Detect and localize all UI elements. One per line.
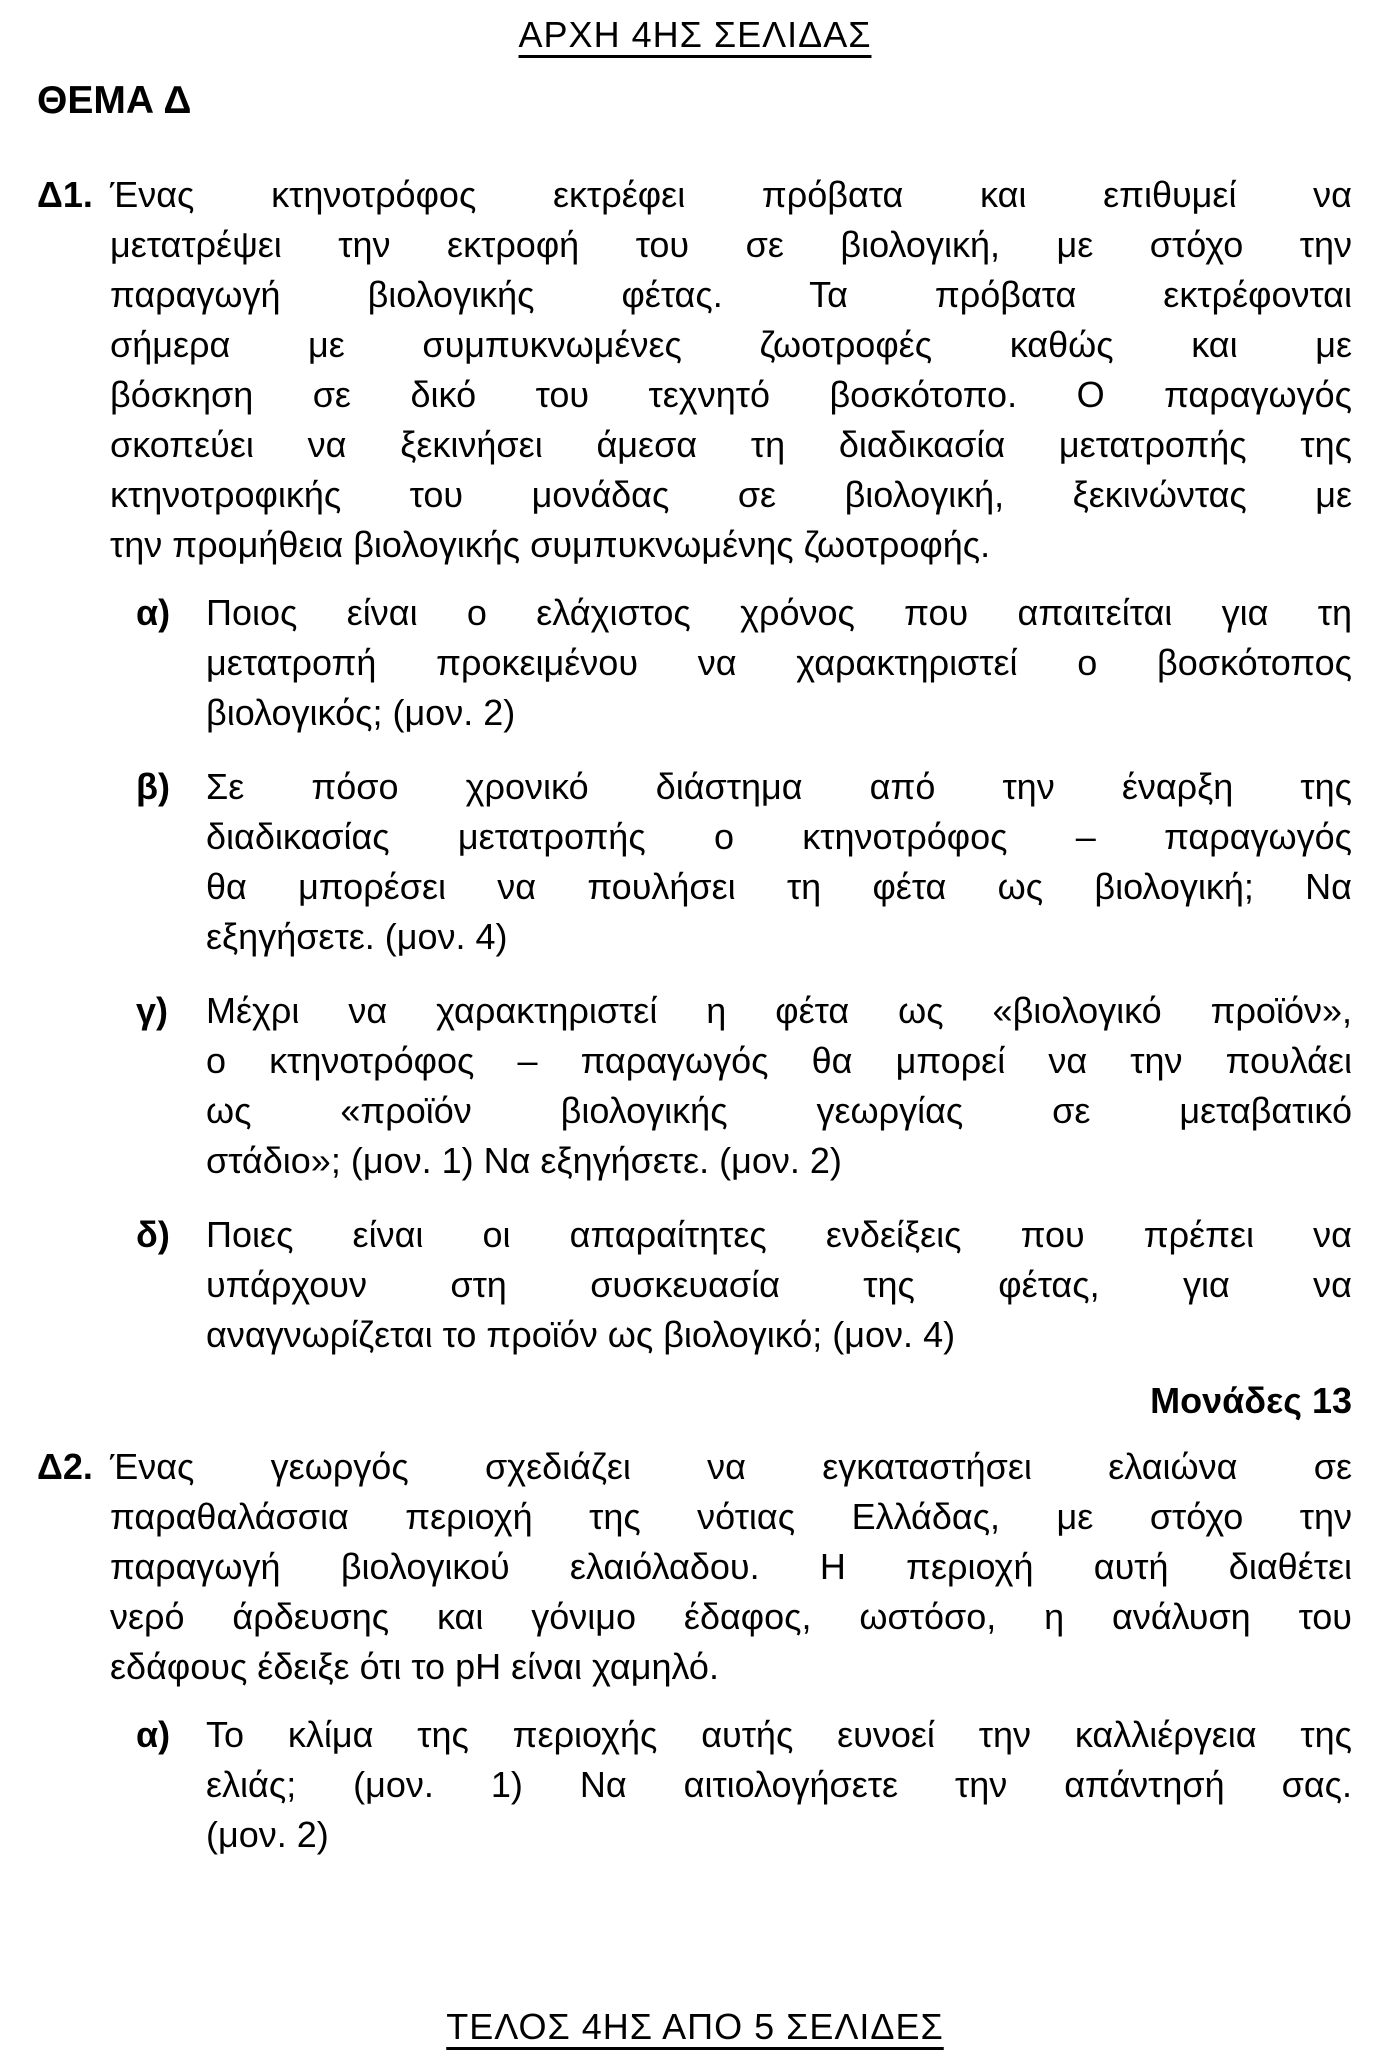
- text-line: ο κτηνοτρόφος – παραγωγός θα μπορεί να την πουλάει: [206, 1040, 1352, 1081]
- text-line: εδάφους έδειξε ότι το pH είναι χαμηλό.: [110, 1646, 719, 1687]
- text-line: παραγωγή βιολογικής φέτας. Τα πρόβατα εκτρέφονται: [110, 274, 1352, 315]
- text-line: μετατρέψει την εκτροφή του σε βιολογική, με στόχο την: [110, 224, 1352, 265]
- question-text: [110, 1442, 1352, 1692]
- page-footer-text: ΤΕΛΟΣ 4ΗΣ ΑΠΟ 5 ΣΕΛΙΔΕΣ: [446, 2006, 944, 2047]
- question-label: Δ1.: [37, 174, 93, 215]
- subquestion-block: [0, 1210, 1390, 1360]
- text-line: νερό άρδευσης και γόνιμο έδαφος, ωστόσο, η ανάλυση του: [110, 1596, 1352, 1637]
- theme-title: ΘΕΜΑ Δ: [37, 79, 192, 122]
- text-line: ως «προϊόν βιολογικής γεωργίας σε μεταβατικό: [206, 1090, 1352, 1131]
- text-line: την προμήθεια βιολογικής συμπυκνωμένης ζωοτροφής.: [110, 524, 991, 565]
- text-line: διαδικασίας μετατροπής ο κτηνοτρόφος – παραγωγός: [206, 816, 1352, 857]
- text-line: στάδιο»; (μον. 1) Να εξηγήσετε. (μον. 2): [206, 1140, 842, 1181]
- text-line: μετατροπή προκειμένου να χαρακτηριστεί ο βοσκότοπος: [206, 642, 1352, 683]
- text-line: (μον. 2): [206, 1814, 329, 1855]
- question-text: [110, 170, 1352, 570]
- subquestion-block: [0, 762, 1390, 962]
- text-line: Ένας γεωργός σχεδιάζει να εγκαταστήσει ελαιώνα σε: [110, 1446, 1352, 1487]
- question-label: β): [136, 766, 170, 807]
- text-line: σκοπεύει να ξεκινήσει άμεσα τη διαδικασία μετατροπής της: [110, 424, 1352, 465]
- text-line: παραθαλάσσια περιοχή της νότιας Ελλάδας, με στόχο την: [110, 1496, 1352, 1537]
- points-total: Μονάδες 13: [1150, 1380, 1352, 1421]
- text-line: υπάρχουν στη συσκευασία της φέτας, για να: [206, 1264, 1352, 1305]
- question-label: α): [136, 1714, 171, 1755]
- text-line: Ένας κτηνοτρόφος εκτρέφει πρόβατα και επιθυμεί να: [110, 174, 1352, 215]
- text-line: σήμερα με συμπυκνωμένες ζωοτροφές καθώς και με: [110, 324, 1352, 365]
- question-label: α): [136, 592, 171, 633]
- page-header: [0, 10, 1390, 60]
- subquestion-block: [0, 1710, 1390, 1860]
- text-line: Ποιες είναι οι απαραίτητες ενδείξεις που πρέπει να: [206, 1214, 1352, 1255]
- text-line: βιολογικός; (μον. 2): [206, 692, 516, 733]
- question-text: [206, 588, 1352, 738]
- text-line: αναγνωρίζεται το προϊόν ως βιολογικό; (μον. 4): [206, 1314, 956, 1355]
- question-label: Δ2.: [37, 1446, 93, 1487]
- text-line: παραγωγή βιολογικού ελαιόλαδου. Η περιοχή αυτή διαθέτει: [110, 1546, 1352, 1587]
- text-line: εξηγήσετε. (μον. 4): [206, 916, 508, 957]
- questions: [0, 170, 1390, 1884]
- question-text: [206, 1710, 1352, 1860]
- question-text: [206, 762, 1352, 962]
- subquestion-block: [0, 588, 1390, 738]
- text-line: θα μπορέσει να πουλήσει τη φέτα ως βιολογική; Να: [206, 866, 1352, 907]
- page-footer: [0, 2002, 1390, 2052]
- page-header-text: ΑΡΧΗ 4ΗΣ ΣΕΛΙΔΑΣ: [518, 14, 872, 55]
- question-text: [206, 1210, 1352, 1360]
- text-line: κτηνοτροφικής του μονάδας σε βιολογική, ξεκινώντας με: [110, 474, 1352, 515]
- text-line: ελιάς; (μον. 1) Να αιτιολογήσετε την απάντησή σας.: [206, 1764, 1352, 1805]
- question-text: [206, 986, 1352, 1186]
- question-label: δ): [136, 1214, 170, 1255]
- text-line: βόσκηση σε δικό του τεχνητό βοσκότοπο. Ο παραγωγός: [110, 374, 1352, 415]
- question-block: [0, 1442, 1390, 1692]
- question-block: [0, 170, 1390, 570]
- subquestion-block: [0, 986, 1390, 1186]
- text-line: Σε πόσο χρονικό διάστημα από την έναρξη της: [206, 766, 1352, 807]
- text-line: Μέχρι να χαρακτηριστεί η φέτα ως «βιολογικό προϊόν»,: [206, 990, 1352, 1031]
- text-line: Το κλίμα της περιοχής αυτής ευνοεί την καλλιέργεια της: [206, 1714, 1352, 1755]
- question-label: γ): [136, 990, 169, 1031]
- text-line: Ποιος είναι ο ελάχιστος χρόνος που απαιτείται για τη: [206, 592, 1352, 633]
